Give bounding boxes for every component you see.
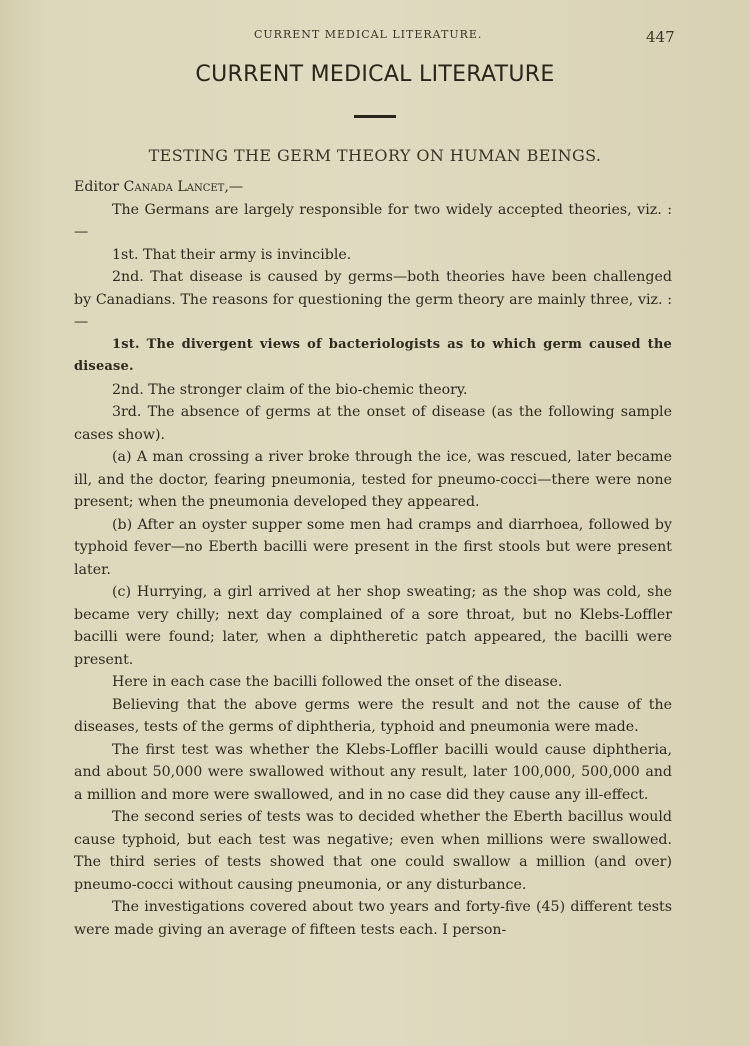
paragraph: (b) After an oyster supper some men had cramps and diarrhoea, followed by typhoid fever—no Eberth bacilli were present in the first stools but were present later. xyxy=(74,516,672,578)
paragraph: 2nd. That disease is caused by germs—both theories have been challenged by Canadians. The reasons for questioning the germ theory are mainly three, viz. :— xyxy=(74,269,672,330)
article-title: TESTING THE GERM THEORY ON HUMAN BEINGS. xyxy=(148,146,602,165)
paragraph: Here in each case the bacilli followed the onset of the disease. xyxy=(112,674,563,690)
paragraph: The second series of tests was to decided whether the Eberth bacillus would cause typhoid, but each test was negative; even when millions were swallowed. The third series of tests showed that one could swallow a million (and over) pneumo-cocci without causing pneumonia, or any disturbance. xyxy=(74,809,672,893)
salutation-name: Canada Lancet xyxy=(123,179,225,195)
running-head: CURRENT MEDICAL LITERATURE. xyxy=(254,28,483,41)
paragraph: The investigations covered about two years and forty-five (45) different tests were made giving an average of fifteen tests each. I person- xyxy=(74,899,672,938)
section-title: CURRENT MEDICAL LITERATURE xyxy=(195,62,555,87)
paragraph: The first test was whether the Klebs-Loffler bacilli would cause diphtheria, and about 50,000 were swallowed without any result, later 100,000, 500,000 and a million and more were swallowed, and in no case did they cause any ill-effect. xyxy=(74,741,672,803)
paragraph: 2nd. The stronger claim of the bio-chemic theory. xyxy=(112,381,468,398)
paragraph: (c) Hurrying, a girl arrived at her shop sweating; as the shop was cold, she became very chilly; next day complained of a sore throat, but no Klebs-Loffler bacilli were found; later, when a diphtheretic patch appeared, the bacilli were present. xyxy=(74,584,672,668)
paragraph: 3rd. The absence of germs at the onset of disease (as the following sample cases show). xyxy=(74,404,672,443)
salutation-prefix: Editor xyxy=(74,179,124,195)
paragraph: 1st. The divergent views of bacteriologists as to which germ caused the disease. xyxy=(74,336,672,374)
page-number: 447 xyxy=(646,28,675,46)
paragraph: The Germans are largely responsible for two widely accepted theories, viz. :— xyxy=(74,201,672,240)
paragraph: 1st. That their army is invincible. xyxy=(112,246,352,263)
salutation xyxy=(74,176,672,199)
paragraph: (a) A man crossing a river broke through the ice, was rescued, later became ill, and the doctor, fearing pneumonia, tested for pneumo-cocci—there were none present; when the pneumonia developed they appeared. xyxy=(74,449,672,510)
title-divider xyxy=(354,115,396,118)
paragraph: Believing that the above germs were the result and not the cause of the diseases, tests of the germs of diphtheria, typhoid and pneumonia were made. xyxy=(74,696,672,735)
salutation-suffix: ,— xyxy=(224,179,244,195)
article-body xyxy=(74,176,672,941)
